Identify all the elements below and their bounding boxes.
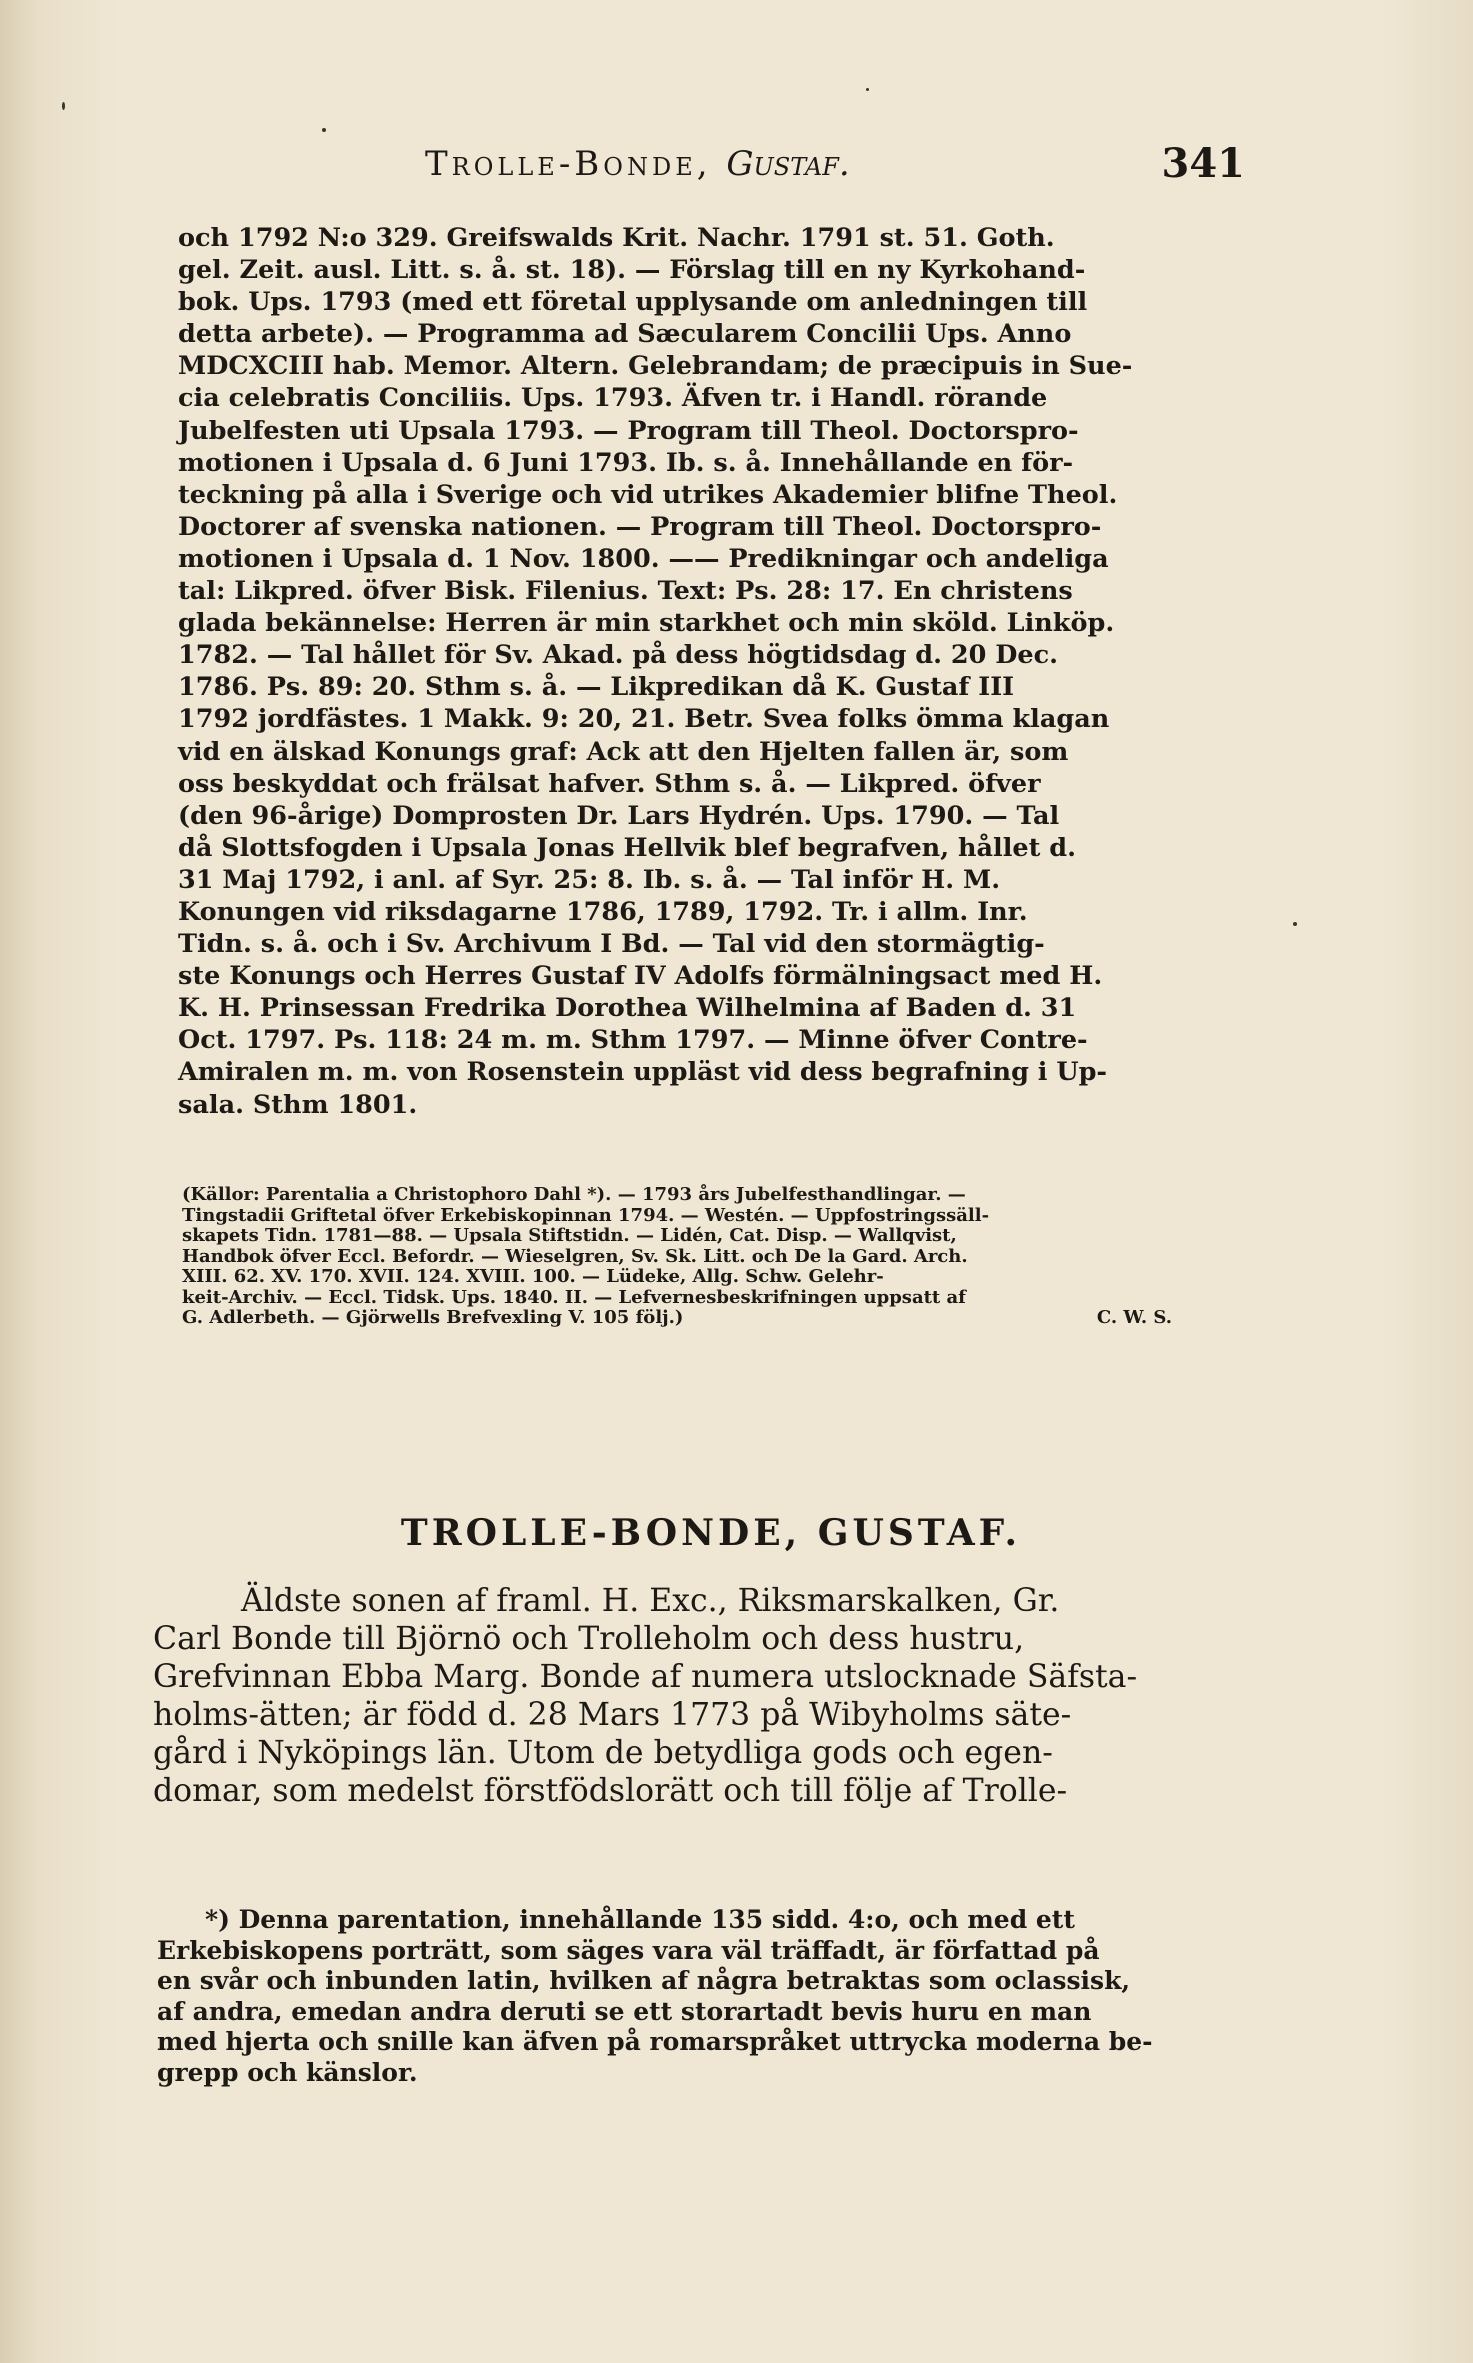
body-line: holms-ätten; är född d. 28 Mars 1773 på Wibyholms säte- [153, 1697, 1072, 1733]
footnote [157, 1905, 1265, 2088]
running-head-family: Trolle-Bonde, [425, 144, 712, 184]
bibliography-line: cia celebratis Conciliis. Ups. 1793. Äfven tr. i Handl. rörande [178, 383, 1048, 414]
bibliography-line: detta arbete). — Programma ad Sæcularem Concilii Ups. Anno [178, 319, 1072, 350]
bibliography-line: och 1792 N:o 329. Greifswalds Krit. Nachr. 1791 st. 51. Goth. [178, 223, 1055, 253]
article-title: TROLLE-BONDE, GUSTAF. [400, 1512, 1022, 1554]
bibliography-line: vid en älskad Konungs graf: Ack att den Hjelten fallen är, som [178, 736, 1069, 767]
footnote-line: *) Denna parentation, innehållande 135 sidd. 4:o, och med ett [205, 1905, 1075, 1934]
footnote-line: af andra, emedan andra deruti se ett storartadt bevis huru en man [157, 1996, 1092, 2026]
bibliography-line: gel. Zeit. ausl. Litt. s. å. st. 18). — Förslag till en ny Kyrkohand- [178, 255, 1086, 286]
bibliography-block [178, 222, 1250, 1121]
bibliography-line: tal: Likpred. öfver Bisk. Filenius. Text: Ps. 28: 17. En christens [178, 576, 1073, 607]
bibliography-line: sala. Sthm 1801. [178, 1089, 418, 1120]
bibliography-line: Konungen vid riksdagarne 1786, 1789, 1792. Tr. i allm. Inr. [178, 896, 1028, 927]
sources-line: (Källor: Parentalia a Christophoro Dahl *). — 1793 års Jubelfesthandlingar. — [182, 1184, 966, 1205]
footnote-line: en svår och inbunden latin, hvilken af några betraktas som oclassisk, [157, 1966, 1131, 1995]
paper-speck [1293, 922, 1297, 926]
body-line: gård i Nyköpings län. Utom de betydliga gods och egen- [153, 1735, 1053, 1771]
bibliography-line: 1792 jordfästes. 1 Makk. 9: 20, 21. Betr. Svea folks ömma klagan [178, 704, 1110, 735]
bibliography-line: Amiralen m. m. von Rosenstein uppläst vid dess begrafning i Up- [178, 1057, 1108, 1088]
bibliography-line: teckning på alla i Sverige och vid utrikes Akademier blifne Theol. [178, 479, 1118, 510]
bibliography-line: MDCXCIII hab. Memor. Altern. Gelebrandam; de præcipuis in Sue- [178, 351, 1133, 382]
bibliography-line: ste Konungs och Herres Gustaf IV Adolfs förmälningsact med H. [178, 961, 1103, 992]
page-header [175, 140, 1245, 200]
bibliography-line: bok. Ups. 1793 (med ett företal upplysande om anledningen till [178, 287, 1088, 318]
sources-last-text: G. Adlerbeth. — Gjörwells Brefvexling V. 105 följ.) [182, 1307, 684, 1328]
running-head [425, 144, 850, 184]
bibliography-line: (den 96-årige) Domprosten Dr. Lars Hydrén. Ups. 1790. — Tal [178, 800, 1060, 831]
footnote-line: grepp och känslor. [157, 2057, 418, 2087]
sources-line: Handbok öfver Eccl. Befordr. — Wieselgren, Sv. Sk. Litt. och De la Gard. Arch. [182, 1245, 968, 1267]
sources-line: skapets Tidn. 1781—88. — Upsala Stiftstidn. — Lidén, Cat. Disp. — Wallqvist, [182, 1225, 957, 1246]
bibliography-line: 1782. — Tal hållet för Sv. Akad. på dess högtidsdag d. 20 Dec. [178, 640, 1058, 671]
page-number: 341 [1161, 140, 1245, 187]
bibliography-line: oss beskyddat och frälsat hafver. Sthm s. å. — Likpred. öfver [178, 768, 1041, 799]
sources-line: Tingstadii Griftetal öfver Erkebiskopinnan 1794. — Westén. — Uppfostringssäll- [182, 1204, 990, 1226]
bibliography-line: Doctorer af svenska nationen. — Program till Theol. Doctorspro- [178, 511, 1102, 542]
running-head-given: Gustaf. [726, 144, 850, 184]
bibliography-line: K. H. Prinsessan Fredrika Dorothea Wilhelmina af Baden d. 31 [178, 993, 1077, 1024]
bibliography-line: 1786. Ps. 89: 20. Sthm s. å. — Likpredikan då K. Gustaf III [178, 672, 1015, 703]
paper-speck [62, 102, 65, 110]
body-line: Äldste sonen af framl. H. Exc., Riksmarskalken, Gr. [241, 1583, 1060, 1619]
bibliography-line: Tidn. s. å. och i Sv. Archivum I Bd. — Tal vid den stormägtig- [178, 929, 1045, 960]
sources-line [182, 1308, 1252, 1329]
footnote-line: med hjerta och snille kan äfven på romarspråket uttrycka moderna be- [157, 2027, 1153, 2056]
bibliography-line: då Slottsfogden i Upsala Jonas Hellvik blef begrafven, hållet d. [178, 832, 1077, 863]
article-body [153, 1582, 1263, 1810]
body-line: Grefvinnan Ebba Marg. Bonde af numera utslocknade Säfsta- [153, 1659, 1138, 1695]
paper-speck [866, 88, 869, 91]
author-signature: C. W. S. [1096, 1307, 1172, 1328]
bibliography-line: glada bekännelse: Herren är min starkhet och min sköld. Linköp. [178, 608, 1115, 639]
footnote-line: Erkebiskopens porträtt, som säges vara väl träffadt, är författad på [157, 1935, 1100, 1965]
sources-line: keit-Archiv. — Eccl. Tidsk. Ups. 1840. II. — Lefvernesbeskrifningen uppsatt af [182, 1286, 966, 1308]
sources-line: XIII. 62. XV. 170. XVII. 124. XVIII. 100. — Lüdeke, Allg. Schw. Gelehr- [182, 1266, 884, 1287]
bibliography-line: Jubelfesten uti Upsala 1793. — Program till Theol. Doctorspro- [178, 415, 1079, 446]
bibliography-line: motionen i Upsala d. 1 Nov. 1800. —— Predikningar och andeliga [178, 543, 1109, 574]
bibliography-line: 31 Maj 1792, i anl. af Syr. 25: 8. Ib. s. å. — Tal inför H. M. [178, 864, 1001, 895]
sources-block [182, 1185, 1252, 1329]
bibliography-line: motionen i Upsala d. 6 Juni 1793. Ib. s. å. Innehållande en för- [178, 447, 1074, 478]
body-line: domar, som medelst förstfödslorätt och till följe af Trolle- [153, 1773, 1068, 1809]
bibliography-line: Oct. 1797. Ps. 118: 24 m. m. Sthm 1797. — Minne öfver Contre- [178, 1025, 1088, 1056]
body-line: Carl Bonde till Björnö och Trolleholm och dess hustru, [153, 1621, 1025, 1657]
paper-speck [322, 128, 326, 132]
